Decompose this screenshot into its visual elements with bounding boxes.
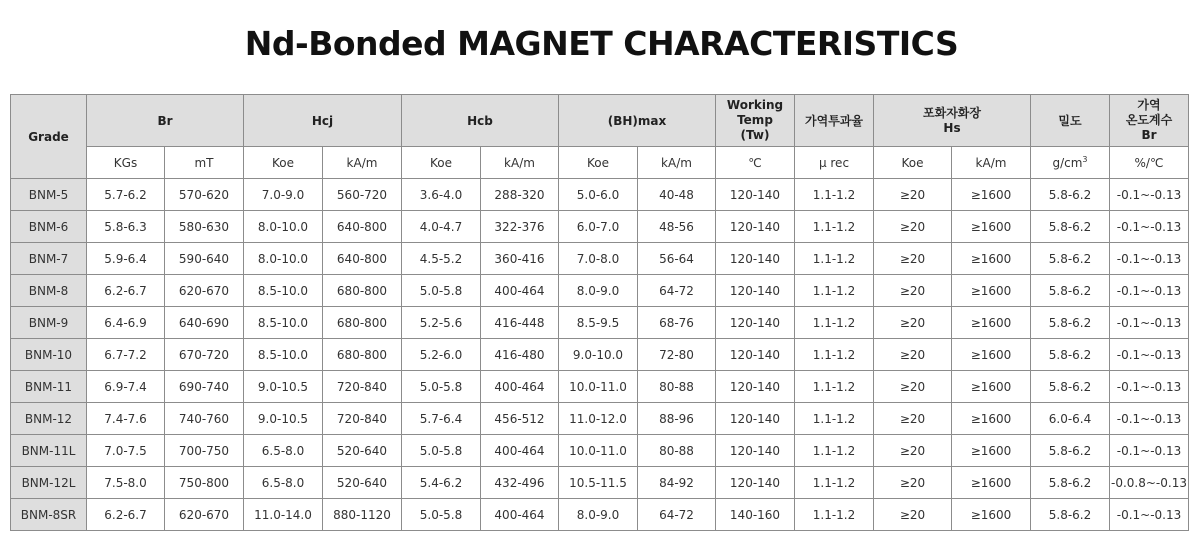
working-temp-line3: (Tw) (740, 128, 770, 142)
cell-br-mt: 750-800 (165, 467, 244, 499)
cell-hcb-koe: 5.0-5.8 (402, 435, 481, 467)
cell-bh-koe: 10.5-11.5 (559, 467, 638, 499)
cell-grade: BNM-12 (11, 403, 87, 435)
permeability-header: 가역투과율 (795, 95, 874, 147)
cell-bh-koe: 10.0-11.0 (559, 435, 638, 467)
cell-grade: BNM-12L (11, 467, 87, 499)
cell-hcb-koe: 5.0-5.8 (402, 499, 481, 531)
cell-working-temp: 140-160 (716, 499, 795, 531)
cell-br-kgs: 7.4-7.6 (87, 403, 165, 435)
cell-hcj-koe: 8.5-10.0 (244, 339, 323, 371)
cell-hs-koe: ≥20 (874, 403, 952, 435)
cell-density: 5.8-6.2 (1031, 339, 1110, 371)
cell-hcb-kam: 288-320 (481, 179, 559, 211)
table-row (11, 435, 1189, 467)
cell-hs-kam: ≥1600 (952, 211, 1031, 243)
cell-bh-koe: 7.0-8.0 (559, 243, 638, 275)
cell-br-kgs: 5.9-6.4 (87, 243, 165, 275)
cell-hs-koe: ≥20 (874, 307, 952, 339)
cell-hcb-koe: 5.4-6.2 (402, 467, 481, 499)
cell-br-mt: 620-670 (165, 275, 244, 307)
unit-hcj-koe: Koe (244, 147, 323, 179)
working-temp-line2: Temp (737, 113, 773, 127)
page-title: Nd-Bonded MAGNET CHARACTERISTICS (244, 24, 959, 63)
cell-br-mt: 670-720 (165, 339, 244, 371)
cell-bh-koe: 8.0-9.0 (559, 499, 638, 531)
cell-grade: BNM-11 (11, 371, 87, 403)
cell-temp-coeff: -0.1~-0.13 (1110, 435, 1189, 467)
cell-bh-kam: 80-88 (638, 371, 716, 403)
cell-hs-kam: ≥1600 (952, 403, 1031, 435)
cell-hcb-kam: 400-464 (481, 499, 559, 531)
table-row (11, 499, 1189, 531)
cell-hs-kam: ≥1600 (952, 371, 1031, 403)
cell-temp-coeff: -0.0.8~-0.13 (1110, 467, 1189, 499)
cell-bh-koe: 8.0-9.0 (559, 275, 638, 307)
cell-bh-koe: 11.0-12.0 (559, 403, 638, 435)
saturation-line2: Hs (943, 120, 961, 135)
cell-hcj-koe: 7.0-9.0 (244, 179, 323, 211)
cell-hs-koe: ≥20 (874, 243, 952, 275)
cell-br-kgs: 7.5-8.0 (87, 467, 165, 499)
cell-hcb-koe: 5.7-6.4 (402, 403, 481, 435)
unit-density (1031, 147, 1110, 179)
cell-hcj-koe: 6.5-8.0 (244, 467, 323, 499)
cell-permeability: 1.1-1.2 (795, 275, 874, 307)
hcj-header: Hcj (244, 95, 402, 147)
temp-coeff-line3: Br (1141, 128, 1157, 142)
unit-hcb-koe: Koe (402, 147, 481, 179)
cell-hcj-koe: 8.5-10.0 (244, 275, 323, 307)
cell-hcb-kam: 360-416 (481, 243, 559, 275)
cell-bh-koe: 9.0-10.0 (559, 339, 638, 371)
cell-bh-kam: 64-72 (638, 275, 716, 307)
cell-br-mt: 570-620 (165, 179, 244, 211)
unit-br-mt: mT (165, 147, 244, 179)
cell-hcb-kam: 322-376 (481, 211, 559, 243)
cell-permeability: 1.1-1.2 (795, 435, 874, 467)
cell-temp-coeff: -0.1~-0.13 (1110, 371, 1189, 403)
cell-hcb-kam: 416-448 (481, 307, 559, 339)
cell-working-temp: 120-140 (716, 339, 795, 371)
cell-permeability: 1.1-1.2 (795, 339, 874, 371)
cell-hcb-kam: 400-464 (481, 435, 559, 467)
cell-hcb-kam: 432-496 (481, 467, 559, 499)
unit-bh-kam: kA/m (638, 147, 716, 179)
cell-hcj-koe: 8.0-10.0 (244, 243, 323, 275)
cell-grade: BNM-11L (11, 435, 87, 467)
hcb-header: Hcb (402, 95, 559, 147)
table-row (11, 371, 1189, 403)
unit-hs-kam: kA/m (952, 147, 1031, 179)
unit-hs-koe: Koe (874, 147, 952, 179)
cell-density: 5.8-6.2 (1031, 179, 1110, 211)
magnet-characteristics-table (10, 94, 1189, 531)
cell-hcj-koe: 8.0-10.0 (244, 211, 323, 243)
cell-working-temp: 120-140 (716, 467, 795, 499)
header-row (11, 95, 1189, 147)
cell-hcb-kam: 456-512 (481, 403, 559, 435)
cell-hs-kam: ≥1600 (952, 179, 1031, 211)
cell-bh-kam: 72-80 (638, 339, 716, 371)
cell-density: 5.8-6.2 (1031, 467, 1110, 499)
cell-temp-coeff: -0.1~-0.13 (1110, 179, 1189, 211)
unit-hcj-kam: kA/m (323, 147, 402, 179)
cell-density: 6.0-6.4 (1031, 403, 1110, 435)
cell-hs-koe: ≥20 (874, 371, 952, 403)
cell-br-mt: 740-760 (165, 403, 244, 435)
cell-hs-koe: ≥20 (874, 339, 952, 371)
cell-grade: BNM-8SR (11, 499, 87, 531)
cell-bh-kam: 88-96 (638, 403, 716, 435)
cell-br-kgs: 6.7-7.2 (87, 339, 165, 371)
cell-hs-kam: ≥1600 (952, 435, 1031, 467)
bhmax-header: (BH)max (559, 95, 716, 147)
cell-hcb-kam: 400-464 (481, 371, 559, 403)
cell-temp-coeff: -0.1~-0.13 (1110, 275, 1189, 307)
cell-hcb-kam: 400-464 (481, 275, 559, 307)
cell-hcj-koe: 6.5-8.0 (244, 435, 323, 467)
cell-hcj-koe: 8.5-10.0 (244, 307, 323, 339)
cell-hcj-koe: 11.0-14.0 (244, 499, 323, 531)
cell-hcj-kam: 680-800 (323, 275, 402, 307)
cell-br-mt: 590-640 (165, 243, 244, 275)
temp-coeff-header (1110, 95, 1189, 147)
table-row (11, 467, 1189, 499)
cell-bh-kam: 68-76 (638, 307, 716, 339)
table-row (11, 339, 1189, 371)
cell-density: 5.8-6.2 (1031, 243, 1110, 275)
cell-hcj-kam: 680-800 (323, 307, 402, 339)
unit-hcb-kam: kA/m (481, 147, 559, 179)
cell-hcj-koe: 9.0-10.5 (244, 403, 323, 435)
table-row (11, 403, 1189, 435)
cell-working-temp: 120-140 (716, 371, 795, 403)
cell-hcj-kam: 560-720 (323, 179, 402, 211)
cell-permeability: 1.1-1.2 (795, 499, 874, 531)
cell-hcj-kam: 720-840 (323, 403, 402, 435)
cell-bh-kam: 48-56 (638, 211, 716, 243)
saturation-header (874, 95, 1031, 147)
cell-bh-koe: 8.5-9.5 (559, 307, 638, 339)
cell-hcb-koe: 5.0-5.8 (402, 371, 481, 403)
br-header: Br (87, 95, 244, 147)
cell-br-kgs: 6.9-7.4 (87, 371, 165, 403)
cell-working-temp: 120-140 (716, 435, 795, 467)
unit-row (11, 147, 1189, 179)
cell-working-temp: 120-140 (716, 243, 795, 275)
cell-br-mt: 580-630 (165, 211, 244, 243)
unit-coeff: %/℃ (1110, 147, 1189, 179)
table-row (11, 211, 1189, 243)
table-row (11, 243, 1189, 275)
cell-working-temp: 120-140 (716, 179, 795, 211)
cell-permeability: 1.1-1.2 (795, 307, 874, 339)
cell-hcb-koe: 3.6-4.0 (402, 179, 481, 211)
cell-hcj-kam: 680-800 (323, 339, 402, 371)
cell-density: 5.8-6.2 (1031, 371, 1110, 403)
cell-permeability: 1.1-1.2 (795, 243, 874, 275)
cell-hcj-kam: 520-640 (323, 467, 402, 499)
cell-br-kgs: 7.0-7.5 (87, 435, 165, 467)
cell-hs-koe: ≥20 (874, 499, 952, 531)
cell-bh-kam: 80-88 (638, 435, 716, 467)
cell-hcb-koe: 5.2-6.0 (402, 339, 481, 371)
cell-temp-coeff: -0.1~-0.13 (1110, 243, 1189, 275)
cell-bh-koe: 6.0-7.0 (559, 211, 638, 243)
unit-bh-koe: Koe (559, 147, 638, 179)
unit-density-base: g/cm (1052, 156, 1083, 170)
cell-hcj-koe: 9.0-10.5 (244, 371, 323, 403)
cell-hcb-koe: 5.2-5.6 (402, 307, 481, 339)
cell-hcb-kam: 416-480 (481, 339, 559, 371)
table-row (11, 275, 1189, 307)
working-temp-line1: Working (726, 98, 784, 112)
grade-header: Grade (11, 95, 87, 179)
cell-permeability: 1.1-1.2 (795, 467, 874, 499)
cell-hcb-koe: 5.0-5.8 (402, 275, 481, 307)
cell-hcj-kam: 880-1120 (323, 499, 402, 531)
cell-temp-coeff: -0.1~-0.13 (1110, 211, 1189, 243)
cell-grade: BNM-7 (11, 243, 87, 275)
cell-density: 5.8-6.2 (1031, 211, 1110, 243)
cell-permeability: 1.1-1.2 (795, 403, 874, 435)
cell-hs-kam: ≥1600 (952, 307, 1031, 339)
working-temp-header (716, 95, 795, 147)
cell-bh-kam: 64-72 (638, 499, 716, 531)
cell-br-kgs: 5.7-6.2 (87, 179, 165, 211)
cell-grade: BNM-9 (11, 307, 87, 339)
cell-br-kgs: 6.2-6.7 (87, 499, 165, 531)
cell-br-mt: 640-690 (165, 307, 244, 339)
cell-working-temp: 120-140 (716, 211, 795, 243)
table-body (11, 179, 1189, 531)
cell-density: 5.8-6.2 (1031, 435, 1110, 467)
cell-br-mt: 700-750 (165, 435, 244, 467)
density-header: 밀도 (1031, 95, 1110, 147)
cell-hs-kam: ≥1600 (952, 243, 1031, 275)
cell-bh-koe: 5.0-6.0 (559, 179, 638, 211)
unit-density-sup: 3 (1082, 155, 1088, 164)
cell-hs-kam: ≥1600 (952, 499, 1031, 531)
temp-coeff-line1: 가역 (1137, 98, 1161, 112)
cell-hcj-kam: 520-640 (323, 435, 402, 467)
cell-bh-kam: 84-92 (638, 467, 716, 499)
cell-density: 5.8-6.2 (1031, 499, 1110, 531)
cell-grade: BNM-8 (11, 275, 87, 307)
cell-working-temp: 120-140 (716, 307, 795, 339)
cell-bh-kam: 40-48 (638, 179, 716, 211)
cell-working-temp: 120-140 (716, 403, 795, 435)
cell-hs-kam: ≥1600 (952, 467, 1031, 499)
cell-hs-koe: ≥20 (874, 179, 952, 211)
cell-br-kgs: 6.2-6.7 (87, 275, 165, 307)
cell-temp-coeff: -0.1~-0.13 (1110, 499, 1189, 531)
cell-permeability: 1.1-1.2 (795, 211, 874, 243)
cell-hcj-kam: 720-840 (323, 371, 402, 403)
cell-permeability: 1.1-1.2 (795, 179, 874, 211)
cell-permeability: 1.1-1.2 (795, 371, 874, 403)
unit-perm: μ rec (795, 147, 874, 179)
cell-hcb-koe: 4.0-4.7 (402, 211, 481, 243)
table-row (11, 307, 1189, 339)
cell-density: 5.8-6.2 (1031, 307, 1110, 339)
cell-grade: BNM-10 (11, 339, 87, 371)
cell-hs-koe: ≥20 (874, 467, 952, 499)
cell-hcj-kam: 640-800 (323, 243, 402, 275)
cell-grade: BNM-5 (11, 179, 87, 211)
cell-br-mt: 620-670 (165, 499, 244, 531)
table-row (11, 179, 1189, 211)
temp-coeff-line2: 온도계수 (1125, 113, 1173, 127)
cell-temp-coeff: -0.1~-0.13 (1110, 403, 1189, 435)
unit-temp: ℃ (716, 147, 795, 179)
unit-br-kgs: KGs (87, 147, 165, 179)
cell-hs-kam: ≥1600 (952, 339, 1031, 371)
cell-hcj-kam: 640-800 (323, 211, 402, 243)
saturation-line1: 포화자화장 (923, 105, 981, 120)
cell-hs-koe: ≥20 (874, 211, 952, 243)
cell-working-temp: 120-140 (716, 275, 795, 307)
cell-br-mt: 690-740 (165, 371, 244, 403)
cell-hs-kam: ≥1600 (952, 275, 1031, 307)
cell-hs-koe: ≥20 (874, 435, 952, 467)
cell-density: 5.8-6.2 (1031, 275, 1110, 307)
cell-bh-kam: 56-64 (638, 243, 716, 275)
cell-bh-koe: 10.0-11.0 (559, 371, 638, 403)
cell-br-kgs: 5.8-6.3 (87, 211, 165, 243)
cell-hcb-koe: 4.5-5.2 (402, 243, 481, 275)
cell-temp-coeff: -0.1~-0.13 (1110, 339, 1189, 371)
cell-br-kgs: 6.4-6.9 (87, 307, 165, 339)
cell-hs-koe: ≥20 (874, 275, 952, 307)
cell-grade: BNM-6 (11, 211, 87, 243)
cell-temp-coeff: -0.1~-0.13 (1110, 307, 1189, 339)
